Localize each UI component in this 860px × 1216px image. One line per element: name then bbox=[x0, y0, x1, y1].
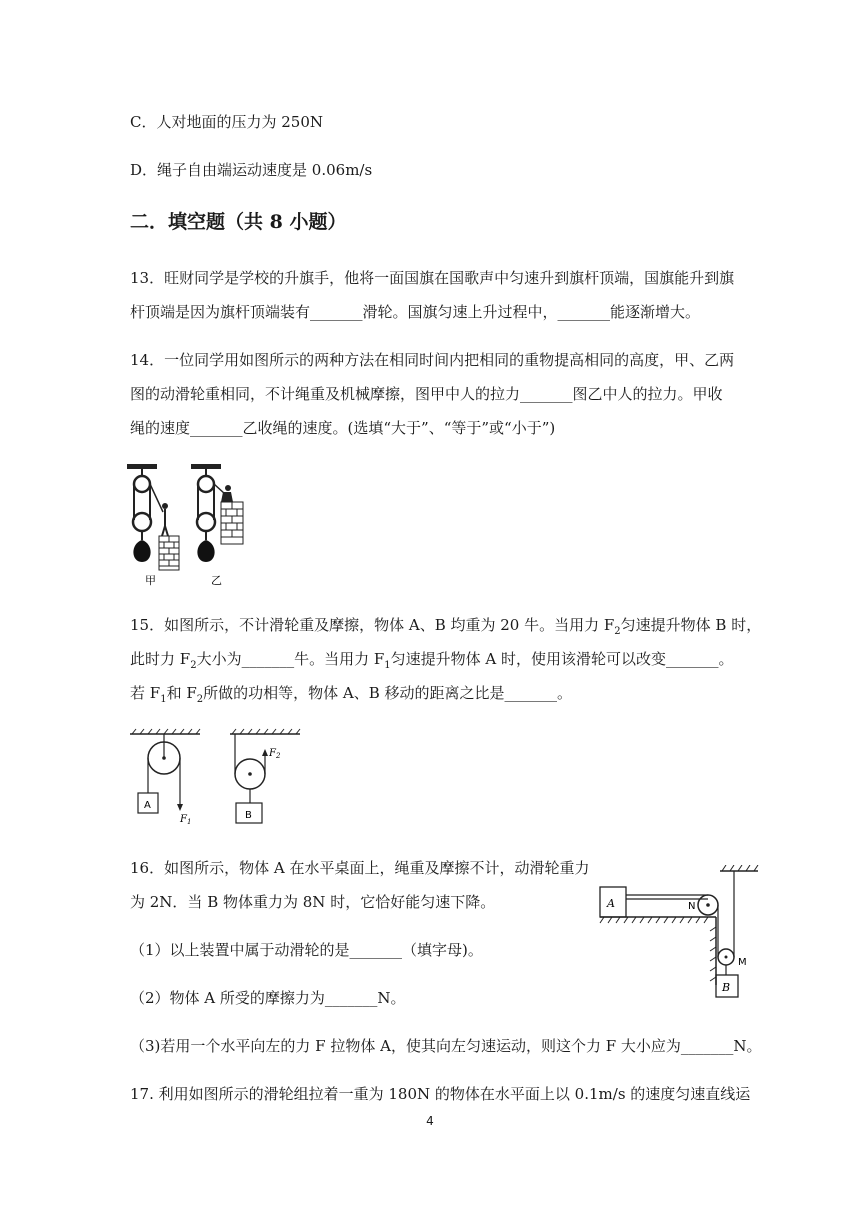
svg-text:B: B bbox=[245, 810, 252, 821]
page-number: 4 bbox=[426, 1114, 434, 1128]
q16-sub1: （1）以上装置中属于动滑轮的是_______（填字母)。 bbox=[130, 941, 483, 959]
q16-line2: 为 2N．当 B 物体重力为 8N 时，它恰好能匀速下降。 bbox=[130, 893, 496, 911]
ceiling-jia bbox=[127, 464, 157, 469]
q15-line2: 此时力 $F_2$大小为_______牛。当用力 $F_1$匀速提升物体 A 时，使用该滑轮可以改变_______。 bbox=[130, 650, 734, 671]
weight-bag-jia bbox=[133, 540, 150, 562]
label-jia: 甲 bbox=[145, 574, 156, 587]
q15-line1: 15．如图所示，不计滑轮重及摩擦，物体 A、B 均重为 20 牛。当用力 $F_2$匀速提升物体 B 时， bbox=[130, 616, 762, 637]
q17-line1: 17. 利用如图所示的滑轮组拉着一重为 180N 的物体在水平面上以 0.1m/s 的速度匀速直线运 bbox=[130, 1085, 751, 1103]
q15-figure bbox=[128, 728, 308, 828]
section-heading: 二．填空题（共 8 小题） bbox=[130, 211, 347, 233]
svg-text:A: A bbox=[144, 800, 151, 811]
q16-line1: 16．如图所示，物体 A 在水平桌面上，绳重及摩擦不计，动滑轮重力 bbox=[130, 859, 590, 877]
fixed-pulley-jia bbox=[134, 476, 150, 492]
q14-line1: 14．一位同学用如图所示的两种方法在相同时间内把相同的重物提高相同的高度，甲、乙两 bbox=[130, 351, 735, 369]
q13-line2: 杆顶端是因为旗杆顶端装有_______滑轮。国旗匀速上升过程中，_______能逐渐增大。 bbox=[130, 303, 701, 321]
q16-figure bbox=[598, 865, 768, 1005]
q13-line1: 13．旺财同学是学校的升旗手，他将一面国旗在国歌声中匀速升到旗杆顶端，国旗能升到旗 bbox=[130, 269, 735, 287]
q14-line3: 绳的速度_______乙收绳的速度。(选填“大于”、“等于”或“小于”) bbox=[130, 419, 556, 437]
q14-figure bbox=[125, 462, 255, 587]
movable-pulley-jia bbox=[133, 513, 151, 531]
svg-text:F1: $F_1$ bbox=[180, 814, 192, 826]
q15-line3: 若 $F_1$和 $F_2$所做的功相等，物体 A、B 移动的距离之比是_______。 bbox=[130, 684, 573, 705]
q16-sub3: （3)若用一个水平向左的力 F 拉物体 A，使其向左匀速运动，则这个力 F 大小应为_______N。 bbox=[130, 1037, 762, 1055]
option-d: D．绳子自由端运动速度是 0.06m/s bbox=[130, 161, 373, 179]
q14-line2: 图的动滑轮重相同，不计绳重及机械摩擦，图甲中人的拉力_______图乙中人的拉力。甲收 bbox=[130, 385, 723, 403]
svg-text:A: A bbox=[607, 897, 615, 910]
movable-pulley-yi bbox=[197, 513, 215, 531]
weight-bag-yi bbox=[197, 540, 214, 562]
svg-text:N: N bbox=[688, 901, 696, 912]
ceiling-yi bbox=[191, 464, 221, 469]
svg-text:B: B bbox=[722, 981, 731, 994]
fixed-pulley-yi bbox=[198, 476, 214, 492]
svg-text:F2: $F_2$ bbox=[269, 748, 281, 760]
q16-sub2: （2）物体 A 所受的摩擦力为_______N。 bbox=[130, 989, 406, 1007]
label-yi: 乙 bbox=[211, 574, 222, 587]
option-c: C．人对地面的压力为 250N bbox=[130, 113, 324, 131]
svg-text:M: M bbox=[738, 957, 747, 968]
